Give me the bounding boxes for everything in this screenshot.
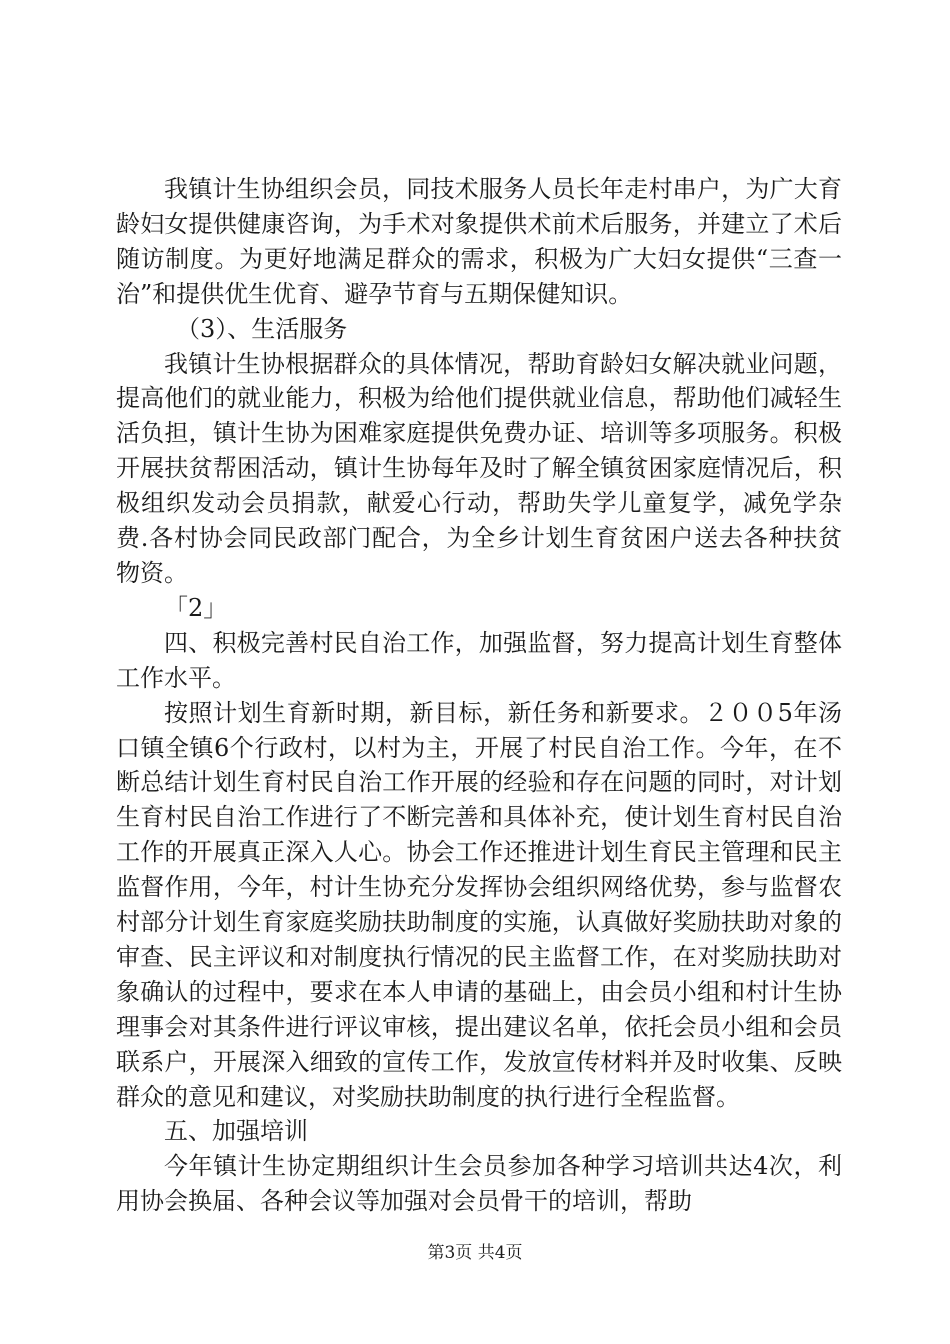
heading-life-service: （3）、生活服务 [176,314,348,343]
paragraph-training: 今年镇计生协定期组织计生会员参加各种学习培训共达4次，利用协会换届、各种会议等加强对会员骨干的培训，帮助 [116,1152,842,1216]
marker-2: 「2」 [164,593,228,622]
heading-section-five: 五、加强培训 [164,1117,308,1146]
paragraph-life-service: 我镇计生协根据群众的具体情况，帮助育龄妇女解决就业问题，提高他们的就业能力，积极为给他们提供就业信息，帮助他们减轻生活负担，镇计生协为困难家庭提供免费办证、培训等多项服务。积极开展扶贫帮困活动，镇计生协每年及时了解全镇贫困家庭情况后，积极组织发动会员捐款，献爱心行动，帮助失学儿童复学，减免学杂费.各村协会同民政部门配合，为全乡计划生育贫困户送去各种扶贫物资。 [116,349,842,587]
paragraph-medical-service: 我镇计生协组织会员，同技术服务人员长年走村串户，为广大育龄妇女提供健康咨询，为手术对象提供术前术后服务，并建立了术后随访制度。为更好地满足群众的需求，积极为广大妇女提供“三查一治”和提供优生优育、避孕节育与五期保健知识。 [116,175,842,308]
document-body [116,172,842,1219]
heading-section-four: 四、积极完善村民自治工作，加强监督，努力提高计划生育整体工作水平。 [116,628,842,692]
page-footer: 第3页 共4页 [427,1243,523,1263]
paragraph-village-autonomy: 按照计划生育新时期，新目标，新任务和新要求。２００5年汤口镇全镇6个行政村，以村为主，开展了村民自治工作。今年，在不断总结计划生育村民自治工作开展的经验和存在问题的同时，对计划生育村民自治工作进行了不断完善和具体补充，使计划生育村民自治工作的开展真正深入人心。协会工作还推进计划生育民主管理和民主监督作用，今年，村计生协充分发挥协会组织网络优势，参与监督农村部分计划生育家庭奖励扶助制度的实施，认真做好奖励扶助对象的审查、民主评议和对制度执行情况的民主监督工作，在对奖励扶助对象确认的过程中，要求在本人申请的基础上，由会员小组和村计生协理事会对其条件进行评议审核，提出建议名单，依托会员小组和会员联系户，开展深入细致的宣传工作，发放宣传材料并及时收集、反映群众的意见和建议，对奖励扶助制度的执行进行全程监督。 [116,698,842,1111]
